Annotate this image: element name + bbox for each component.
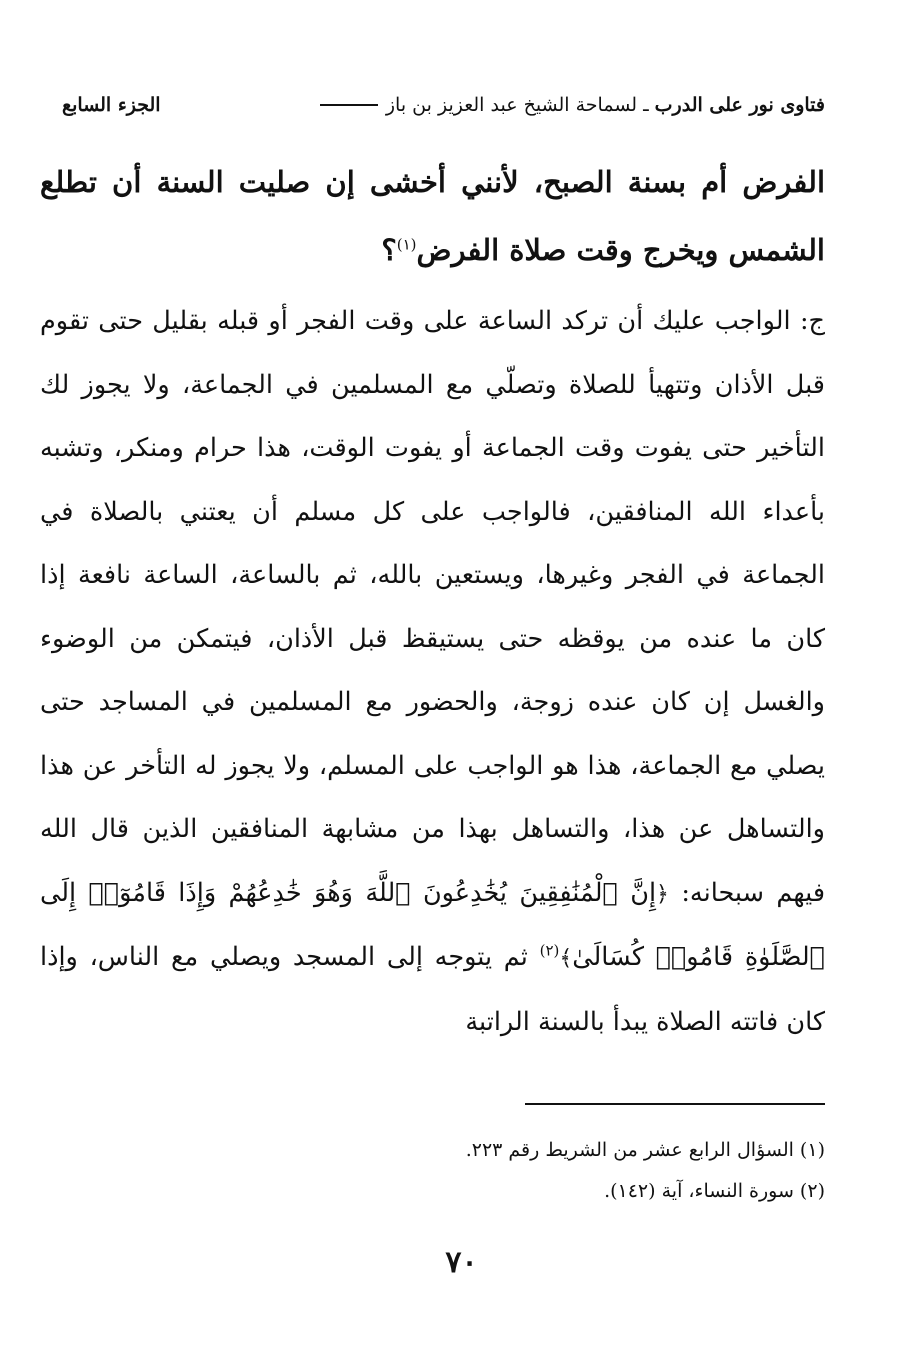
running-header (62, 88, 825, 122)
book-title: فتاوى نور على الدرب (654, 94, 825, 116)
answer-part-2: ثم يتوجه إلى المسجد ويصلي مع الناس، وإذا كان فاتته الصلاة يبدأ بالسنة الراتبة (40, 942, 825, 1037)
quran-close-bracket: ﴾ (559, 946, 573, 971)
footnote-1: (١) السؤال الرابع عشر من الشريط رقم ٢٢٣. (465, 1139, 825, 1161)
answer-text (40, 290, 825, 1054)
footnote-ref-1: (١) (396, 235, 417, 254)
footnote-divider (525, 1103, 825, 1105)
question-text (40, 148, 825, 284)
page-number: ٧٠ (445, 1245, 478, 1280)
header-separator: ـ (643, 94, 649, 116)
author-line: لسماحة الشيخ عبد العزيز بن باز (385, 94, 638, 116)
answer-part-1: ج: الواجب عليك أن تركد الساعة على وقت الفجر أو قبله بقليل حتى تقوم قبل الأذان وتتهيأ للصلاة وتصلّي مع المسلمين في الجماعة، ولا يجوز لك التأخير حتى يفوت وقت الجماعة أو يفوت الوقت، هذا حرام ومنكر، وتشبه بأعداء الله المنافقين، فالواجب على كل مسلم أن يعتني بالصلاة في الجماعة في الفجر وغيرها، ويستعين بالله، ثم بالساعة، الساعة نافعة إذا كان ما عنده من يوقظه حتى يستيقظ قبل الأذان، فيتمكن من الوضوء والغسل إن كان عنده زوجة، والحضور مع المسلمين في المساجد حتى يصلي مع الجماعة، هذا هو الواجب على المسلم، ولا يجوز له التأخر عن هذا والتساهل عن هذا، والتساهل بهذا من مشابهة المنافقين الذين قال الله فيهم سبحانه: (40, 306, 826, 908)
quran-open-bracket: ﴿ (656, 881, 669, 907)
footnotes (40, 1130, 825, 1212)
footnote-2: (٢) سورة النساء، آية (١٤٢). (604, 1180, 825, 1202)
question-mark: ؟ (381, 233, 397, 267)
volume-label: الجزء السابع (62, 94, 161, 116)
header-rule (320, 104, 378, 106)
footnote-ref-2: (٢) (539, 941, 560, 960)
quran-verse: إِنَّ ٱلْمُنَٰفِقِينَ يُخَٰدِعُونَ ٱللَّهَ وَهُوَ خَٰدِعُهُمْ وَإِذَا قَامُوٓا۟ إِلَى ٱلصَّلَوٰةِ قَامُوا۟ كُسَالَىٰ (40, 877, 825, 972)
question-body: الفرض أم بسنة الصبح، لأنني أخشى إن صليت السنة أن تطلع الشمس ويخرج وقت صلاة الفرض (40, 165, 825, 267)
